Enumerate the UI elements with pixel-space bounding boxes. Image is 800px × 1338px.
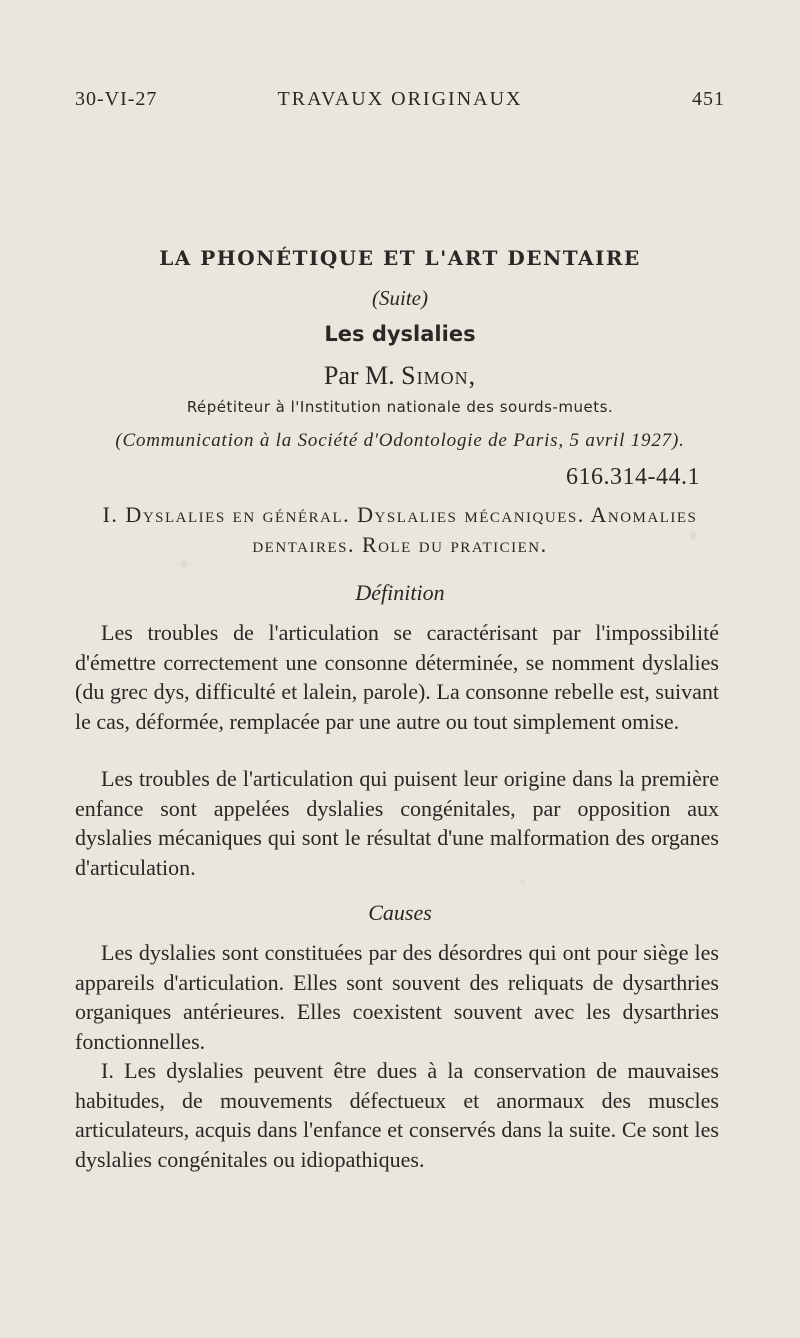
journal-section: TRAVAUX ORIGINAUX	[277, 88, 523, 110]
continuation-note	[0, 286, 800, 311]
definition-paragraph-2: Les troubles de l'articulation qui puisent leur origine dans la première enfance sont appelées dyslalies congénitales, par opposition aux dyslalies mécaniques qui sont le résultat d'une malformation des organes d'articulation.	[75, 766, 719, 880]
paper-speck	[180, 560, 188, 568]
author-name: Simon,	[401, 361, 477, 390]
causes-paragraph-2: I. Les dyslalies peuvent être dues à la conservation de mauvaises habitudes, de mouvements défectueux et anormaux des muscles articulateurs, acquis dans l'enfance et conservés dans la suite. Ce sont les dyslalies congénitales ou idiopathiques.	[75, 1058, 719, 1172]
definition-paragraph-1: Les troubles de l'articulation se caractérisant par l'impossibilité d'émettre correctement une consonne déterminée, se nomment dyslalies (du grec dys, difficulté et lalein, parole). La consonne rebelle est, suivant le cas, déformée, remplacée par une autre ou tout simplement omise.	[75, 620, 719, 734]
section-heading: I. Dyslalies en général. Dyslalies mécaniques. Anomalies dentaires. Role du praticien.	[102, 502, 698, 557]
causes-paragraph-1: Les dyslalies sont constituées par des désordres qui ont pour siège les appareils d'articulation. Elles sont souvent des reliquats de dysarthries organiques antérieures. Elles coexistent souvent avec les dysarthries fonctionnelles.	[75, 940, 719, 1054]
issue-date: 30-VI-27	[75, 88, 158, 110]
communication-note: (Communication à la Société d'Odontologie de Paris, 5 avril 1927).	[115, 430, 685, 451]
continuation-text: (Suite)	[372, 286, 428, 310]
author-affiliation: Répétiteur à l'Institution nationale des sourds-muets.	[186, 398, 614, 416]
classification-number: 616.314-44.1	[566, 464, 700, 490]
author-line	[0, 361, 800, 391]
page-number: 451	[692, 88, 725, 110]
causes-heading: Causes	[368, 900, 432, 925]
author-prefix: Par M.	[323, 361, 395, 390]
article-title: LA PHONÉTIQUE ET L'ART DENTAIRE	[159, 246, 641, 270]
article-subtitle: Les dyslalies	[324, 322, 476, 346]
running-head	[75, 88, 725, 118]
definition-heading: Définition	[355, 580, 445, 605]
